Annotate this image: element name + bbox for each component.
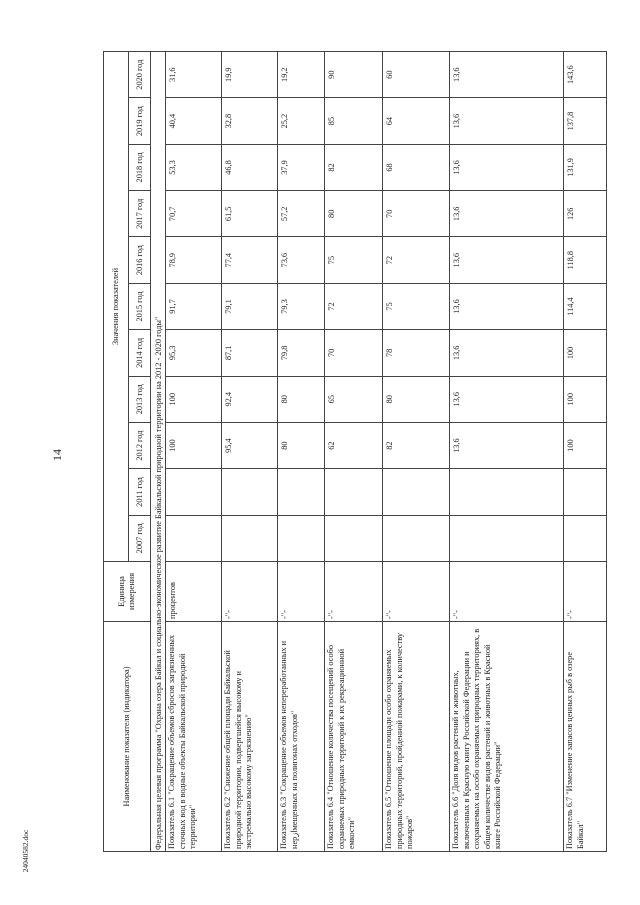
table-row (564, 51, 607, 851)
indicator-value: 19,9 (222, 51, 278, 97)
indicator-value: 37,9 (278, 144, 325, 190)
indicator-value: 78,9 (166, 237, 222, 283)
indicator-value: 68 (383, 144, 450, 190)
header-year: 2015 год (129, 283, 151, 329)
indicator-unit: -"- (325, 562, 383, 622)
indicator-name: Показатель 6.7 "Изменение запасов ценных рыб в озере Байкал" (564, 622, 607, 852)
indicator-value: 53,3 (166, 144, 222, 190)
indicator-value: 19,2 (278, 51, 325, 97)
header-year: 2018 год (129, 144, 151, 190)
indicator-value: 100 (564, 330, 607, 376)
indicator-value: 79,8 (278, 330, 325, 376)
indicator-unit: -"- (564, 562, 607, 622)
indicator-value: 31,6 (166, 51, 222, 97)
indicator-value: 131,9 (564, 144, 607, 190)
indicator-value: 13,6 (450, 191, 564, 237)
indicator-value (450, 469, 564, 515)
indicator-value: 77,4 (222, 237, 278, 283)
indicator-value: 100 (166, 422, 222, 468)
indicator-value: 79,1 (222, 283, 278, 329)
indicator-value: 73,6 (278, 237, 325, 283)
indicator-value: 100 (564, 422, 607, 468)
indicator-value: 82 (325, 144, 383, 190)
indicator-name: Показатель 6.5 "Отношение площади особо охраняемых природных территорий, пройденной пожарами, к количеству пожаров" (383, 622, 450, 852)
indicator-name: Показатель 6.6 "Доля видов растений и животных, включенных в Красную книгу Российской Федерации и сохраняемых на особо охраняемых природных территориях, в общем количестве видов растений и животных в Красной книге Российской Федерации" (450, 622, 564, 852)
indicator-value: 143,6 (564, 51, 607, 97)
indicator-value: 118,8 (564, 237, 607, 283)
indicator-value: 57,2 (278, 191, 325, 237)
header-name: Наименование показателя (индикатора) (104, 622, 151, 852)
indicator-value (222, 515, 278, 561)
indicator-value (325, 515, 383, 561)
indicator-value: 40,4 (166, 98, 222, 144)
indicator-value: 92,4 (222, 376, 278, 422)
indicator-value: 70 (383, 191, 450, 237)
header-year: 2011 год (129, 469, 151, 515)
header-year: 2007 год (129, 515, 151, 561)
table-row (325, 51, 383, 851)
table-row (278, 51, 325, 851)
table-row (222, 51, 278, 851)
indicator-value: 95,4 (222, 422, 278, 468)
indicator-value: 13,6 (450, 237, 564, 283)
indicator-value: 32,8 (222, 98, 278, 144)
indicator-value: 80 (278, 422, 325, 468)
indicator-value: 126 (564, 191, 607, 237)
indicator-unit: процентов (166, 562, 222, 622)
table-row (166, 51, 222, 851)
table-row (450, 51, 564, 851)
header-year: 2014 год (129, 330, 151, 376)
page-number: 14 (50, 449, 64, 461)
indicator-unit: -"- (383, 562, 450, 622)
indicator-value: 95,3 (166, 330, 222, 376)
indicator-value (166, 515, 222, 561)
indicator-value: 72 (383, 237, 450, 283)
indicator-value: 80 (278, 376, 325, 422)
indicator-value: 137,8 (564, 98, 607, 144)
indicator-unit: -"- (222, 562, 278, 622)
indicator-value: 62 (325, 422, 383, 468)
header-unit: Единица измерения (104, 562, 151, 622)
header-year: 2020 год (129, 51, 151, 97)
header-year: 2012 год (129, 422, 151, 468)
header-year: 2017 год (129, 191, 151, 237)
indicator-value: 75 (383, 283, 450, 329)
indicator-value (383, 515, 450, 561)
indicator-value: 78 (383, 330, 450, 376)
indicator-value: 13,6 (450, 51, 564, 97)
indicator-value (450, 515, 564, 561)
indicator-value: 75 (325, 237, 383, 283)
indicator-value: 80 (383, 376, 450, 422)
indicator-value: 72 (325, 283, 383, 329)
indicator-name: Показатель 6.4 "Отношение количества посещений особо охраняемых природных территорий к их рекреационной емкости" (325, 622, 383, 852)
indicator-value (278, 469, 325, 515)
indicator-name: Показатель 6.1 "Сокращение объемов сбросов загрязненных сточных вод в водные объекты Байкальской природной территории" (166, 622, 222, 852)
indicator-value (166, 469, 222, 515)
indicator-value (222, 469, 278, 515)
indicator-value: 91,7 (166, 283, 222, 329)
header-year: 2013 год (129, 376, 151, 422)
indicator-name: Показатель 6.3 "Сокращение объемов непереработанных и нерازмещенных на полигонах отходов" (278, 622, 325, 852)
indicator-value: 100 (166, 376, 222, 422)
indicator-value: 87,1 (222, 330, 278, 376)
indicator-value: 13,6 (450, 144, 564, 190)
indicator-value: 85 (325, 98, 383, 144)
indicator-unit: -"- (450, 562, 564, 622)
indicator-value: 13,6 (450, 422, 564, 468)
indicator-value: 70 (325, 330, 383, 376)
indicator-value: 60 (383, 51, 450, 97)
header-year: 2016 год (129, 237, 151, 283)
indicator-value: 13,6 (450, 376, 564, 422)
indicator-value: 70,7 (166, 191, 222, 237)
indicator-value: 13,6 (450, 98, 564, 144)
indicator-value (564, 469, 607, 515)
header-values-group: Значения показателей (104, 51, 129, 561)
indicator-value (383, 469, 450, 515)
indicator-value (564, 515, 607, 561)
indicator-unit: -"- (278, 562, 325, 622)
indicator-name: Показатель 6.2 "Снижение общей площади Байкальской природной территории, подвергшейся высокому и экстремально высокому загрязнению" (222, 622, 278, 852)
indicator-value: 46,8 (222, 144, 278, 190)
indicator-value (278, 515, 325, 561)
indicator-value: 79,3 (278, 283, 325, 329)
indicator-value: 13,6 (450, 330, 564, 376)
header-year: 2019 год (129, 98, 151, 144)
document-footer: 24040582.doc (21, 829, 30, 873)
indicator-value: 25,2 (278, 98, 325, 144)
indicator-value: 80 (325, 191, 383, 237)
indicator-value: 64 (383, 98, 450, 144)
indicator-value (325, 469, 383, 515)
table-row (383, 51, 450, 851)
indicator-table (103, 51, 607, 852)
indicator-table-sheet (103, 52, 583, 852)
indicator-value: 13,6 (450, 283, 564, 329)
program-title: Федеральная целевая программа "Охрана озера Байкал и социально-экономическое развитие Байкальской природной территории на 2012 - 2020 годы" (151, 51, 166, 851)
indicator-value: 61,5 (222, 191, 278, 237)
indicator-value: 65 (325, 376, 383, 422)
indicator-value: 82 (383, 422, 450, 468)
indicator-value: 90 (325, 51, 383, 97)
indicator-value: 100 (564, 376, 607, 422)
indicator-value: 114,4 (564, 283, 607, 329)
